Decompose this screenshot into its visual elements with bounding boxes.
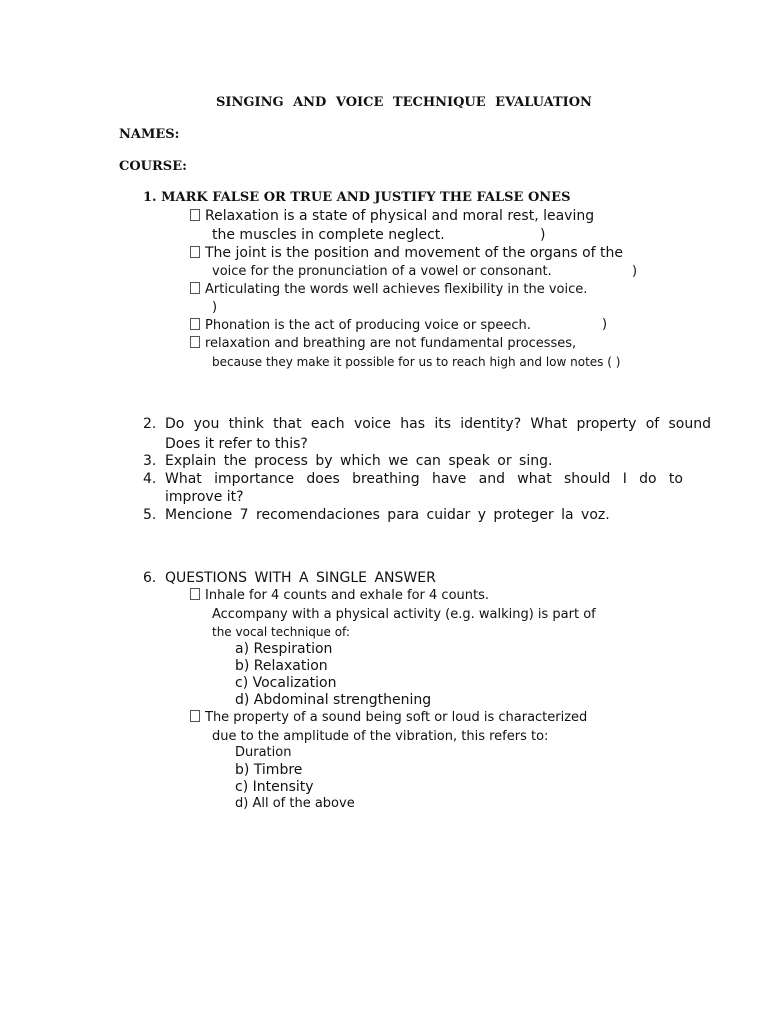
- section1-heading: 1. MARK FALSE OR TRUE AND JUSTIFY THE FALSE ONES: [143, 190, 571, 205]
- question-1-line-2: Accompany with a physical activity (e.g. walking) is part of: [212, 607, 596, 622]
- names-label: NAMES:: [119, 127, 180, 142]
- answer-paren: ): [602, 317, 608, 332]
- single-answer-question-1: Inhale for 4 counts and exhale for 4 counts.: [190, 588, 489, 603]
- option-respiration: a) Respiration: [235, 641, 333, 657]
- course-label: COURSE:: [119, 159, 187, 174]
- question-2-line-2: due to the amplitude of the vibration, this refers to:: [212, 729, 549, 744]
- option-timbre: b) Timbre: [235, 762, 303, 778]
- answer-paren: ): [632, 264, 638, 279]
- question-4-continued: improve it?: [165, 489, 244, 505]
- checkbox-icon: [190, 282, 200, 294]
- statement-2: The joint is the position and movement of the organs of the: [190, 245, 623, 261]
- checkbox-icon: [190, 209, 200, 221]
- checkbox-icon: [190, 318, 200, 330]
- option-all-of-the-above: d) All of the above: [235, 796, 355, 811]
- statement-1-continued: the muscles in complete neglect.: [212, 227, 445, 243]
- answer-paren: ): [540, 227, 546, 243]
- checkbox-icon: [190, 336, 200, 348]
- checkbox-icon: [190, 246, 200, 258]
- checkbox-icon: [190, 710, 200, 722]
- question-1-line-3: the vocal technique of:: [212, 625, 350, 639]
- statement-5-continued: because they make it possible for us to reach high and low notes ( ): [212, 355, 621, 369]
- option-intensity: c) Intensity: [235, 779, 314, 795]
- option-vocalization: c) Vocalization: [235, 675, 337, 691]
- statement-1: Relaxation is a state of physical and moral rest, leaving: [190, 208, 594, 224]
- statement-3: Articulating the words well achieves flexibility in the voice.: [190, 282, 587, 297]
- statement-2-continued: voice for the pronunciation of a vowel or consonant.: [212, 264, 552, 279]
- single-answer-question-2: The property of a sound being soft or loud is characterized: [190, 710, 587, 725]
- question-2-continued: Does it refer to this?: [165, 436, 308, 452]
- option-duration: Duration: [235, 745, 292, 760]
- checkbox-icon: [190, 588, 200, 600]
- page-title: SINGING AND VOICE TECHNIQUE EVALUATION: [216, 95, 592, 110]
- option-relaxation: b) Relaxation: [235, 658, 328, 674]
- statement-5: relaxation and breathing are not fundamental processes,: [190, 336, 576, 351]
- option-abdominal-strengthening: d) Abdominal strengthening: [235, 692, 432, 708]
- answer-paren: ): [212, 300, 218, 315]
- statement-4: Phonation is the act of producing voice or speech.: [190, 318, 531, 333]
